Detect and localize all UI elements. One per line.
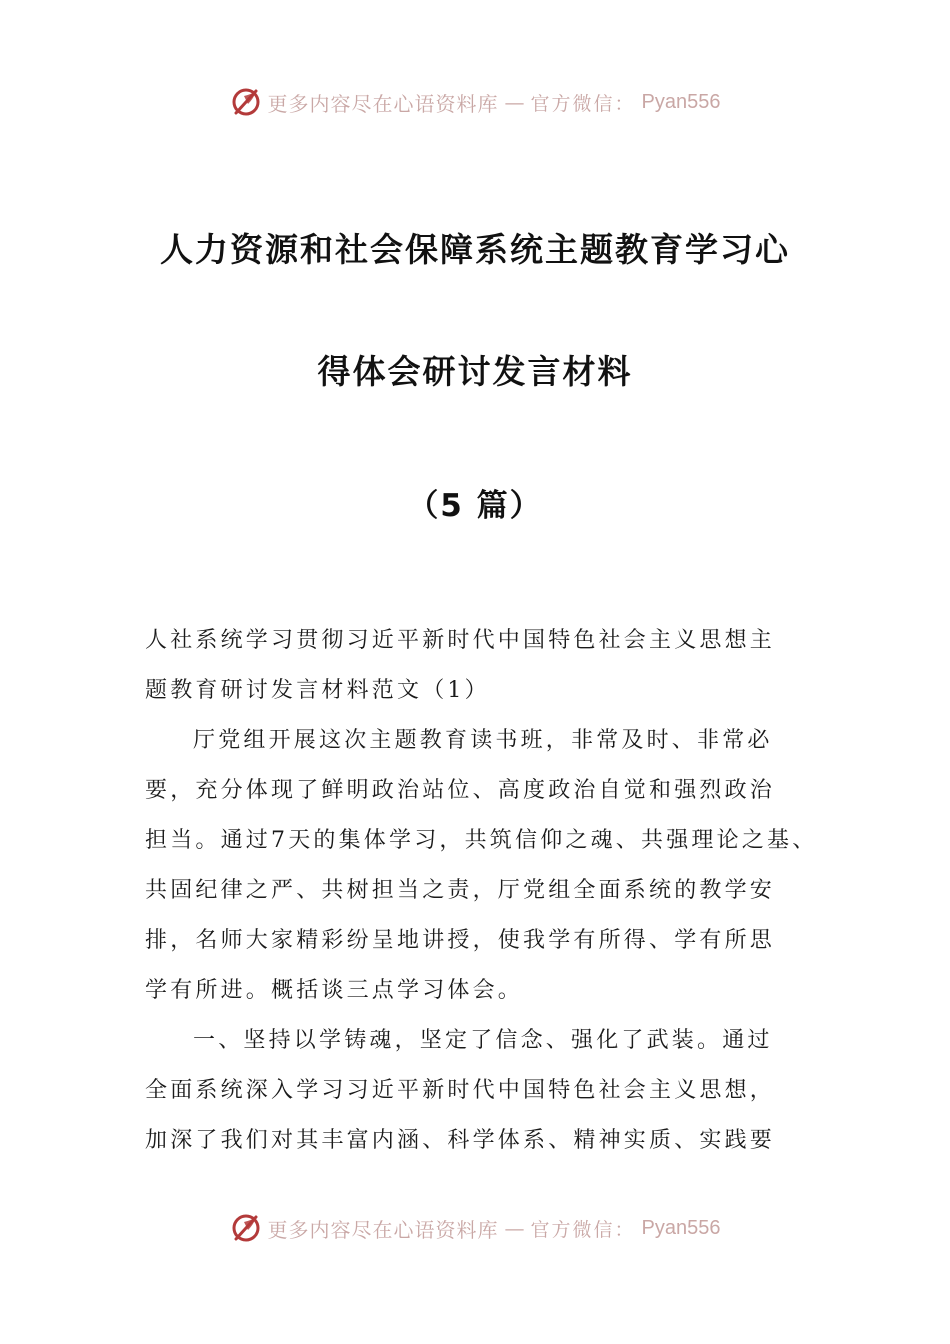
- watermark-label: 官方微信：: [530, 1218, 636, 1241]
- body-line: 题教育研讨发言材料范文（1）: [145, 678, 490, 703]
- body-line: 共固纪律之严、共树担当之责，厅党组全面系统的教学安: [145, 878, 776, 903]
- watermark-text: 更多内容尽在心语资料库: [267, 91, 499, 116]
- quill-logo-icon: [230, 1212, 262, 1244]
- footer-watermark: [0, 1210, 950, 1246]
- document-title-line-1: 人力资源和社会保障系统主题教育学习心: [160, 230, 790, 269]
- body-line: 排，名师大家精彩纷呈地讲授，使我学有所得、学有所思: [145, 928, 776, 953]
- body-line: 厅党组开展这次主题教育读书班，非常及时、非常必: [193, 728, 773, 753]
- document-body: [145, 616, 820, 1166]
- body-line: 担当。通过7天的集体学习，共筑信仰之魂、共强理论之基、: [145, 828, 818, 853]
- header-watermark: [0, 84, 950, 120]
- body-line: 全面系统深入学习习近平新时代中国特色社会主义思想，: [145, 1078, 776, 1103]
- watermark-wechat-id: Pyan556: [641, 1216, 721, 1239]
- body-line: 学有所进。概括谈三点学习体会。: [145, 978, 524, 1003]
- body-line: 要，充分体现了鲜明政治站位、高度政治自觉和强烈政治: [145, 778, 776, 803]
- watermark-label: 官方微信：: [530, 92, 636, 115]
- watermark-separator: —: [504, 90, 525, 114]
- body-line: 人社系统学习贯彻习近平新时代中国特色社会主义思想主: [145, 628, 776, 653]
- quill-logo-icon: [230, 86, 262, 118]
- watermark-separator: —: [504, 1216, 525, 1240]
- document-title-count: （5 篇）: [407, 488, 543, 524]
- watermark-text: 更多内容尽在心语资料库: [267, 1217, 499, 1242]
- watermark-wechat-id: Pyan556: [641, 90, 721, 113]
- body-line: 一、坚持以学铸魂，坚定了信念、强化了武装。通过: [193, 1028, 773, 1053]
- body-line: 加深了我们对其丰富内涵、科学体系、精神实质、实践要: [145, 1128, 776, 1153]
- document-title-line-2: 得体会研讨发言材料: [317, 352, 633, 391]
